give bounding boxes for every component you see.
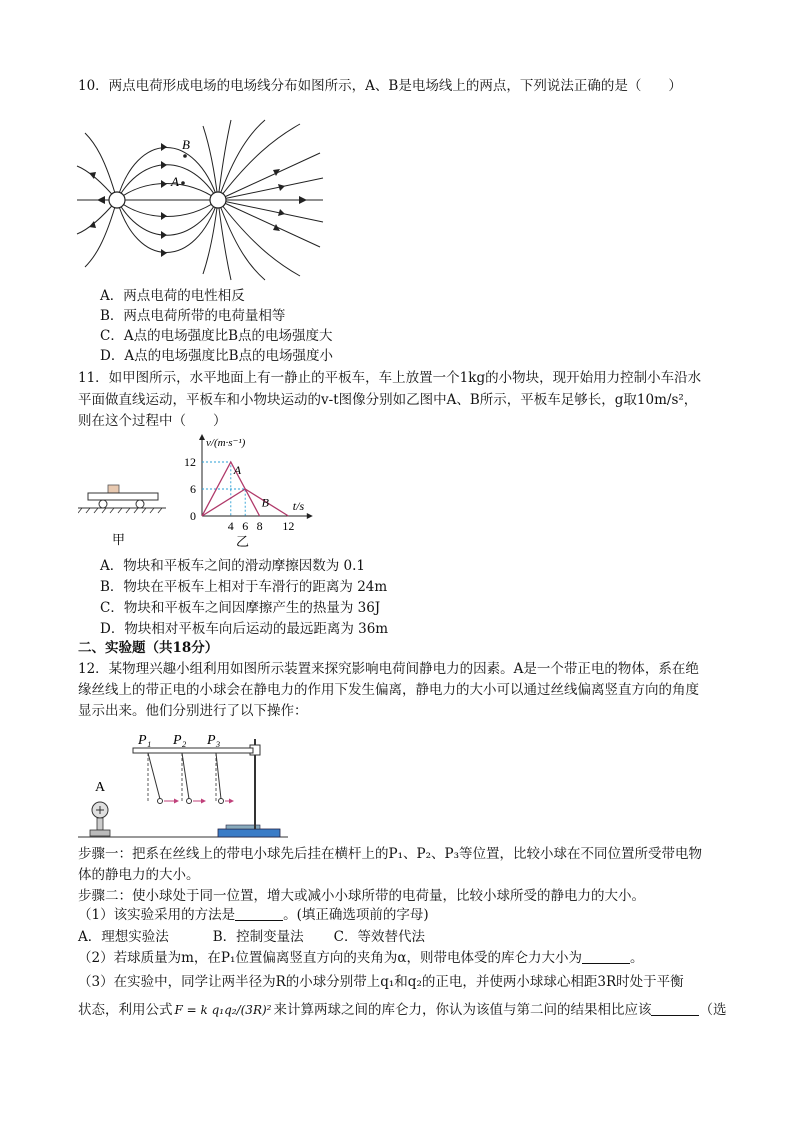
q10-stem: 10．两点电荷形成电场的电场线分布如图所示，A、B是电场线上的两点，下列说法正确的是（ ）	[78, 78, 682, 94]
q11-option-d: D．物块相对平板车向后运动的最远距离为 36m	[100, 621, 389, 637]
x-tick-label: 6	[242, 519, 249, 533]
y-tick-label: 12	[184, 455, 196, 469]
section-title: 二、实验题（共18分）	[78, 640, 219, 656]
electric-field-figure	[75, 118, 325, 283]
q12-sub3-line1: （3）在实验中，同学让两半径为R的小球分别带上q₁和q₂的正电，并使两小球球心相距3R时处于平衡	[78, 974, 684, 990]
q12-stem-2: 缘丝线上的带正电的小球会在静电力的作用下发生偏离，静电力的大小可以通过丝线偏离竖直方向的角度	[78, 682, 699, 698]
q11-option-b: B．物块在平板车上相对于车滑行的距离为 24m	[100, 579, 388, 595]
y-tick-label: 6	[190, 482, 196, 496]
q12-stem-1: 12．某物理兴趣小组利用如图所示装置来探究影响电荷间静电力的因素。A是一个带正电的物体，系在绝	[78, 661, 699, 677]
label-p1: P₁	[138, 733, 152, 748]
label-p3: P₃	[207, 733, 221, 748]
q11-stem-2: 平面做直线运动，平板车和小物块运动的v-t图像分别如乙图中A、B所示，平板车足够长，g取10m/s²，	[78, 392, 698, 408]
q11-stem-3: 则在这个过程中（ ）	[78, 413, 227, 429]
q11-option-c: C．物块和平板车之间因摩擦产生的热量为 36J	[100, 600, 381, 616]
q11-stem-1: 11．如甲图所示，水平地面上有一静止的平板车，车上放置一个1kg的小物块，现开始用力控制小车沿水	[78, 370, 702, 386]
q12-step1-line1: 步骤一：把系在丝线上的带电小球先后挂在横杆上的P₁、P₂、P₃等位置，比较小球在不同位置所受带电物	[78, 846, 702, 862]
x-tick-label: 4	[227, 519, 234, 533]
series-label-a: A	[233, 463, 242, 477]
q12-stem-3: 显示出来。他们分别进行了以下操作：	[78, 703, 308, 719]
q10-option-b: B．两点电荷所带的电荷量相等	[100, 308, 286, 324]
q10-option-c: C．A点的电场强度比B点的电场强度大	[100, 328, 333, 344]
x-axis-label: t/s	[292, 499, 305, 513]
y-axis-label: v/(m·s⁻¹)	[206, 437, 246, 449]
x-tick-label: 12	[282, 519, 295, 533]
q11-option-a: A．物块和平板车之间的滑动摩擦因数为 0.1	[100, 558, 366, 574]
series-label-b: B	[261, 495, 269, 510]
q10-option-d: D．A点的电场强度比B点的电场强度小	[100, 348, 333, 364]
q12-sub1-options: A．理想实验法 B．控制变量法 C．等效替代法	[78, 929, 426, 945]
q12-step2: 步骤二：使小球处于同一位置，增大或减小小球所带的电荷量，比较小球所受的静电力的大小。	[78, 888, 645, 904]
apparatus-figure	[78, 727, 293, 842]
answer-blank-2[interactable]	[582, 949, 630, 964]
q10-option-a: A．两点电荷的电性相反	[100, 288, 245, 304]
q12-sub2: （2）若球质量为m，在P₁位置偏离竖直方向的夹角为α，则带电体受的库仑力大小为 。	[78, 950, 644, 966]
answer-blank-3[interactable]	[651, 1001, 699, 1016]
vt-chart	[178, 432, 328, 550]
q12-sub3-line2: 状态，利用公式 F = k q₁q₂/(3R)² 来计算两球之间的库仑力，你认为该值与第二问的结果相比应该 （选	[78, 1002, 727, 1018]
q12-step1-line2: 体的静电力的大小。	[78, 867, 200, 883]
label-object-a: A	[95, 780, 106, 795]
x-tick-label: 8	[256, 519, 263, 533]
cart-figure	[78, 480, 168, 548]
q12-sub1: （1）该实验采用的方法是 。(填正确选项前的字母)	[78, 907, 429, 923]
label-p2: P₂	[173, 733, 187, 748]
y-axis-arrow	[199, 434, 205, 440]
coulomb-formula: F = k q₁q₂/(3R)²	[174, 1003, 272, 1017]
y-tick-label: 0	[190, 509, 196, 523]
label-jia: 甲	[112, 532, 126, 547]
answer-blank-1[interactable]	[235, 906, 283, 921]
label-point-a: A	[171, 174, 179, 189]
label-point-b: B	[182, 137, 190, 152]
x-axis-arrow	[307, 513, 313, 519]
label-yi: 乙	[236, 534, 250, 549]
